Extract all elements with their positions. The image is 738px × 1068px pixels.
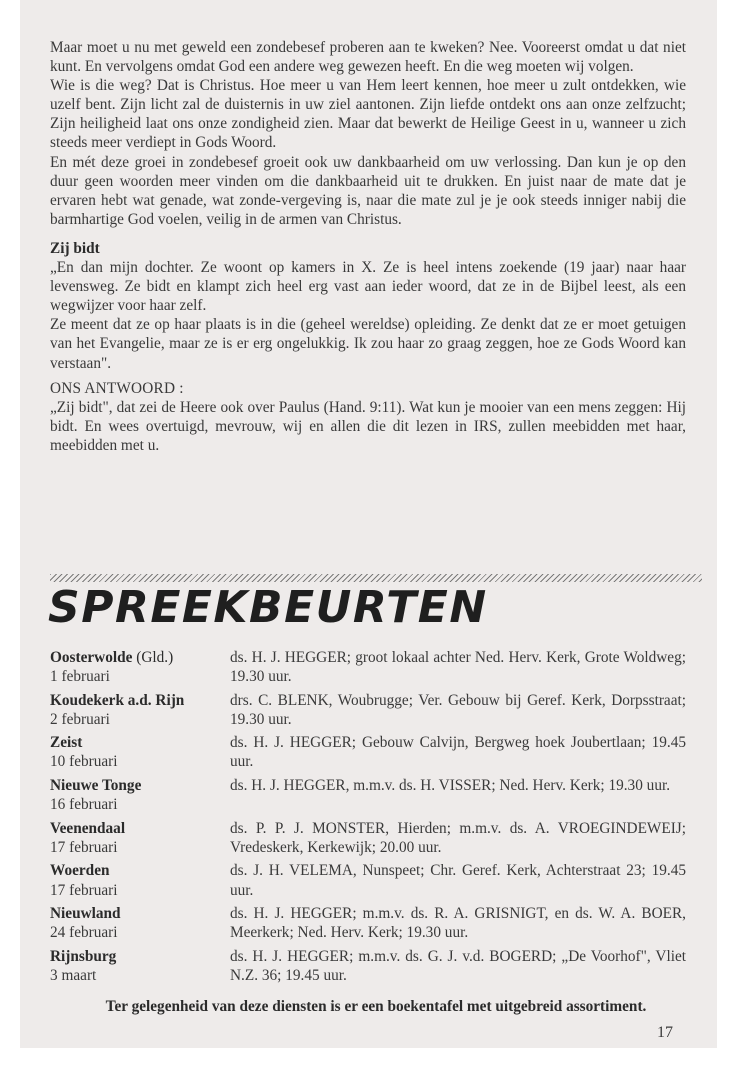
event-details: ds. H. J. HEGGER; m.m.v. ds. R. A. GRISNIGT, en ds. W. A. BOER, Meerkerk; Ned. Herv. Kerk; 19.30 uur. — [230, 905, 686, 942]
page-number: 17 — [657, 1024, 673, 1041]
place-name: Nieuwland — [50, 905, 121, 923]
schedule-row — [50, 691, 686, 729]
schedule-row — [50, 648, 686, 686]
place-name: Woerden — [50, 862, 110, 880]
place-name: Zeist — [50, 734, 83, 752]
event-details: drs. C. BLENK, Woubrugge; Ver. Gebouw bij Geref. Kerk, Dorpsstraat; 19.30 uur. — [230, 691, 686, 728]
event-details: ds. P. P. J. MONSTER, Hierden; m.m.v. ds. A. VROEGINDEWEIJ; Vredeskerk, Kerkewijk; 20.00 uur. — [230, 819, 686, 856]
place-name: Rijnsburg — [50, 947, 117, 965]
place-suffix: (Gld.) — [132, 649, 174, 666]
wavy-divider — [50, 574, 702, 582]
place-name: Veenendaal — [50, 819, 126, 837]
event-date: 10 februari — [50, 753, 118, 771]
paragraph-3: En mét deze groei in zondebesef groeit ook uw dankbaarheid om uw verlossing. Dan kun je op den duur geen woorden meer vinden om die dankbaarheid uit te drukken. En juist naar de mate dat je ervaren hebt wat genade, wat zonde-vergeving is, naar die mate zul je je ook steeds inniger nabij die barmhartige God voelen, veilig in de armen van Christus. — [50, 153, 686, 228]
event-date: 17 februari — [50, 838, 118, 856]
event-date: 17 februari — [50, 881, 118, 899]
schedule-row — [50, 904, 686, 942]
letter-paragraph-2: Ze meent dat ze op haar plaats is in die (geheel wereldse) opleiding. Ze denkt dat ze er moet getuigen van het Evangelie, maar ze is er erg ongelukkig. Ik zou haar zo graag zeggen, hoe ze Gods Woord kan verstaan". — [50, 316, 686, 372]
paragraph-1: Maar moet u nu met geweld een zondebesef proberen aan te kweken? Nee. Vooreerst omdat u dat niet kunt. En vervolgens omdat God een andere weg gewezen heeft. En die weg moeten wij volgen. — [50, 39, 686, 76]
schedule-list — [50, 648, 686, 990]
event-date: 24 februari — [50, 924, 118, 942]
answer-heading: ONS ANTWOORD : — [50, 379, 184, 397]
page — [20, 0, 717, 1048]
schedule-row — [50, 776, 686, 814]
booktable-note: Ter gelegenheid van deze diensten is er een boekentafel met uitgebreid assortiment. — [105, 998, 647, 1015]
event-date: 3 maart — [50, 966, 97, 984]
event-date: 2 februari — [50, 710, 110, 728]
section-heading-zij-bidt: Zij bidt — [50, 239, 100, 257]
event-details: ds. H. J. HEGGER; m.m.v. ds. G. J. v.d. BOGERD; „De Voorhof", Vliet N.Z. 36; 19.45 uur. — [230, 947, 686, 984]
event-date: 16 februari — [50, 796, 118, 814]
article-body — [50, 38, 686, 455]
answer-paragraph: „Zij bidt", dat zei de Heere ook over Paulus (Hand. 9:11). Wat kun je mooier van een mens zeggen: Hij bidt. En wees overtuigd, mevrouw, wij en allen die dit lezen in IRS, zullen meebidden met haar, meebidden met u. — [50, 398, 686, 454]
event-details: ds. H. J. HEGGER; Gebouw Calvijn, Bergweg hoek Joubertlaan; 19.45 uur. — [230, 734, 686, 771]
schedule-row — [50, 947, 686, 985]
schedule-row — [50, 819, 686, 857]
paragraph-2: Wie is die weg? Dat is Christus. Hoe meer u van Hem leert kennen, hoe meer u zult ontdekken, wie uzelf bent. Zijn licht zal de duisternis in uw ziel aantonen. Zijn liefde ontdekt ons aan onze zelfzucht; Zijn heiligheid laat ons onze zondigheid zien. Maar dat bewerkt de Heilige Geest in u, wanneer u zich steeds meer verdiept in Gods Woord. — [50, 77, 686, 152]
place-name: Koudekerk a.d. Rijn — [50, 691, 185, 709]
place-name: Nieuwe Tonge — [50, 777, 142, 795]
schedule-row — [50, 861, 686, 899]
section-title-spreekbeurten: SPREEKBEURTEN — [48, 582, 488, 633]
event-date: 1 februari — [50, 668, 110, 686]
event-details: ds. H. J. HEGGER; groot lokaal achter Ned. Herv. Kerk, Grote Woldweg; 19.30 uur. — [230, 649, 686, 686]
event-details: ds. J. H. VELEMA, Nunspeet; Chr. Geref. Kerk, Achterstraat 23; 19.45 uur. — [230, 862, 686, 899]
schedule-row — [50, 733, 686, 771]
event-details: ds. H. J. HEGGER, m.m.v. ds. H. VISSER; Ned. Herv. Kerk; 19.30 uur. — [230, 777, 671, 795]
place-name: Oosterwolde — [50, 649, 133, 666]
letter-paragraph-1: „En dan mijn dochter. Ze woont op kamers in X. Ze is heel intens zoekende (19 jaar) naar haar levensweg. Ze bidt en klampt zich heel erg vast aan ieder woord, dat ze in de Bijbel leest, als een wegwijzer voor haar zelf. — [50, 259, 686, 315]
